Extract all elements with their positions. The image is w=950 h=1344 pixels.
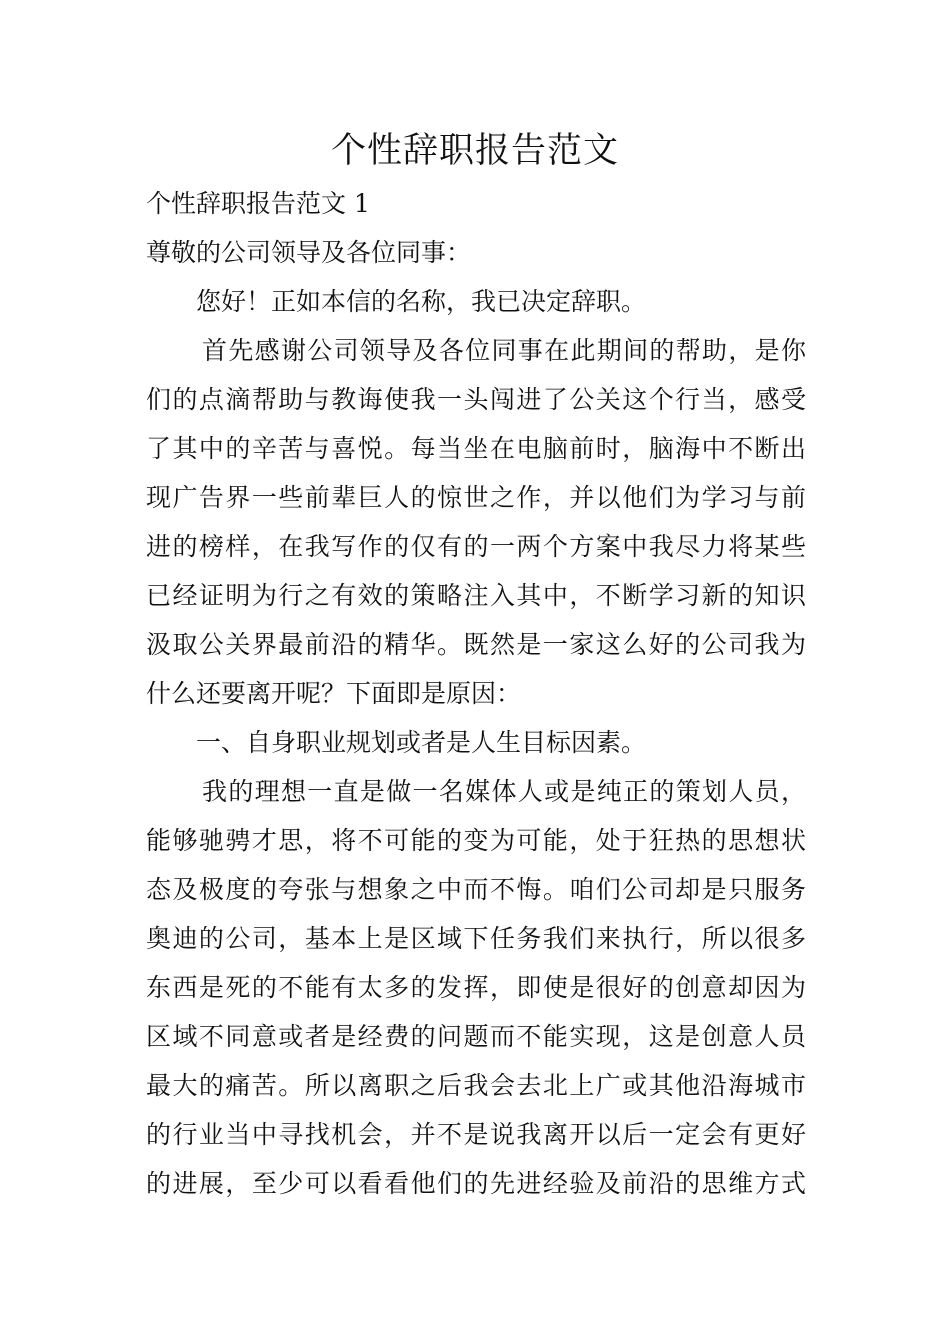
subtitle-line: 个性辞职报告范文 1 [146,189,370,218]
section-heading-line: 一、自身职业规划或者是人生目标因素。 [196,728,647,757]
paragraph-line: 已经证明为行之有效的策略注入其中，不断学习新的知识 [146,581,806,610]
paragraph-line: 了其中的辛苦与喜悦。每当坐在电脑前时，脑海中不断出 [146,434,806,463]
document-body [146,179,806,1208]
paragraph-line: 们的点滴帮助与教诲使我一头闯进了公关这个行当，感受 [146,385,806,414]
section-1-heading [146,718,806,767]
paragraph-line: 东西是死的不能有太多的发挥，即使是很好的创意却因为 [146,973,806,1002]
paragraph-line: 态及极度的夸张与想象之中而不悔。咱们公司却是只服务 [146,875,806,904]
paragraph-line: 最大的痛苦。所以离职之后我会去北上广或其他沿海城市 [146,1071,806,1100]
paragraph-line: 的行业当中寻找机会，并不是说我离开以后一定会有更好 [146,1120,806,1149]
document-title: 个性辞职报告范文 [330,131,619,171]
salutation-line: 尊敬的公司领导及各位同事： [146,238,472,267]
paragraph-line: 什么还要离开呢？下面即是原因： [146,679,522,708]
paragraph-line: 进的榜样，在我写作的仅有的一两个方案中我尽力将某些 [146,532,806,561]
paragraph-line: 我的理想一直是做一名媒体人或是纯正的策划人员， [202,777,806,806]
paragraph-line: 的进展，至少可以看看他们的先进经验及前沿的思维方式 [146,1169,806,1198]
paragraph-line: 区域不同意或者是经费的问题而不能实现，这是创意人员 [146,1022,806,1051]
paragraph-line: 奥迪的公司，基本上是区域下任务我们来执行，所以很多 [146,924,806,953]
greeting-line: 您好！正如本信的名称，我已决定辞职。 [196,287,647,316]
paragraph-line: 首先感谢公司领导及各位同事在此期间的帮助，是你 [202,336,806,365]
greeting [146,277,806,326]
paragraph-line: 汲取公关界最前沿的精华。既然是一家这么好的公司我为 [146,630,806,659]
document-subtitle [146,179,806,228]
paragraph-line: 现广告界一些前辈巨人的惊世之作，并以他们为学习与前 [146,483,806,512]
paragraph-2 [146,767,806,1208]
paragraph-line: 能够驰骋才思，将不可能的变为可能，处于狂热的思想状 [146,826,806,855]
paragraph-1 [146,326,806,718]
salutation [146,228,806,277]
